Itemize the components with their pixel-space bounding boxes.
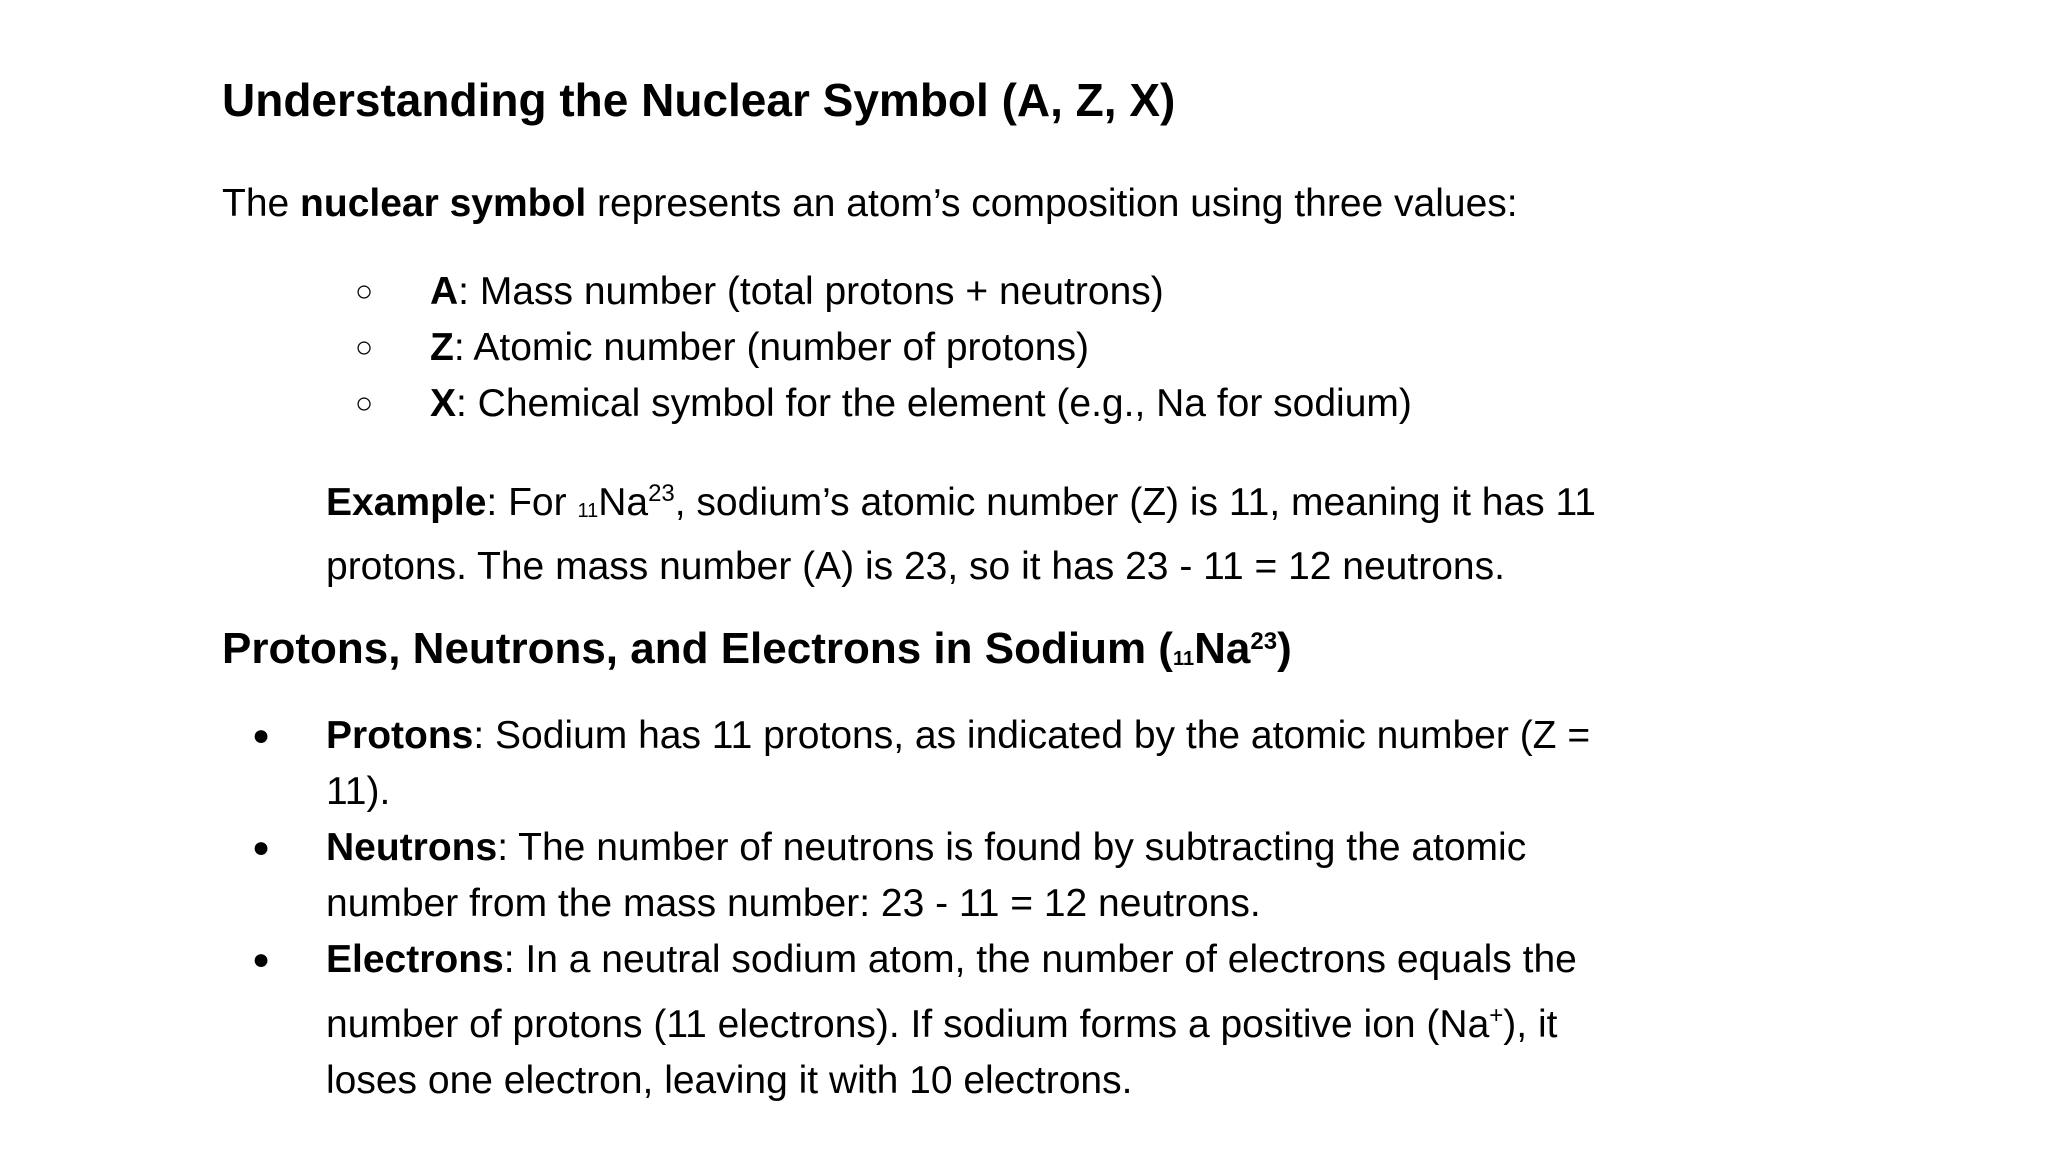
list-item-label: Neutrons	[326, 826, 498, 869]
intro-bold-term: nuclear symbol	[300, 182, 587, 225]
list-item	[0, 320, 2048, 376]
intro-suffix: represents an atom’s composition using three values:	[586, 182, 1518, 225]
example-post: , sodium’s atomic number (Z) is 11, meaning it has 11 protons. The mass number (A) is 23, so it has 23 - 11 = 12 neutrons.	[326, 481, 1596, 588]
hollow-bullet-icon: ○	[355, 387, 374, 420]
list-item	[0, 264, 2048, 320]
mass-number-superscript: 23	[1250, 628, 1278, 655]
list-item-label: Protons	[326, 714, 474, 757]
atomic-number-subscript: 11	[1172, 648, 1195, 670]
atomic-number-subscript: 11	[577, 500, 599, 522]
list-item-key: X	[430, 382, 457, 425]
filled-bullet-icon: ●	[252, 719, 271, 752]
section-heading-close: )	[1277, 624, 1292, 673]
element-symbol: Na	[1194, 624, 1251, 673]
element-symbol: Na	[598, 481, 649, 524]
list-item-text-continued: ), it loses one electron, leaving it with 10 electrons.	[326, 1003, 1558, 1102]
list-item-text: : Chemical symbol for the element (e.g., Na for sodium)	[456, 382, 1412, 425]
mass-number-superscript: 23	[648, 480, 675, 507]
list-item-label: Electrons	[326, 938, 504, 981]
intro-prefix: The	[222, 182, 301, 225]
section-heading-text: Protons, Neutrons, and Electrons in Sodium (	[222, 624, 1173, 673]
list-item	[0, 820, 2048, 932]
example-label: Example	[326, 481, 487, 524]
filled-bullet-icon: ●	[252, 943, 271, 976]
intro-paragraph	[222, 176, 1518, 232]
list-item-text: : Mass number (total protons + neutrons)	[458, 270, 1164, 313]
list-item-text: : In a neutral sodium atom, the number of electrons equals the number of protons (11 electrons). If sodium forms a positive ion (Na	[326, 938, 1577, 1046]
ion-charge-superscript: +	[1489, 1002, 1504, 1029]
list-item-text: : The number of neutrons is found by subtracting the atomic number from the mass number: 23 - 11 = 12 neutrons.	[326, 826, 1527, 925]
list-item-key: Z	[430, 326, 454, 369]
page-title: Understanding the Nuclear Symbol (A, Z, X)	[222, 74, 1176, 126]
filled-bullet-icon: ●	[252, 831, 271, 864]
list-item-text: : Atomic number (number of protons)	[453, 326, 1089, 369]
hollow-bullet-icon: ○	[355, 275, 374, 308]
list-item	[0, 708, 2048, 820]
list-item-text: : Sodium has 11 protons, as indicated by the atomic number (Z = 11).	[326, 714, 1591, 813]
hollow-bullet-icon: ○	[355, 331, 374, 364]
example-pre: : For	[486, 481, 578, 524]
section-heading	[222, 614, 1292, 687]
example-paragraph	[326, 466, 1676, 594]
list-item	[0, 376, 2048, 432]
list-item	[0, 932, 2048, 1109]
particles-list	[0, 708, 2048, 1109]
symbol-parts-list	[0, 264, 2048, 432]
list-item-key: A	[430, 270, 459, 313]
